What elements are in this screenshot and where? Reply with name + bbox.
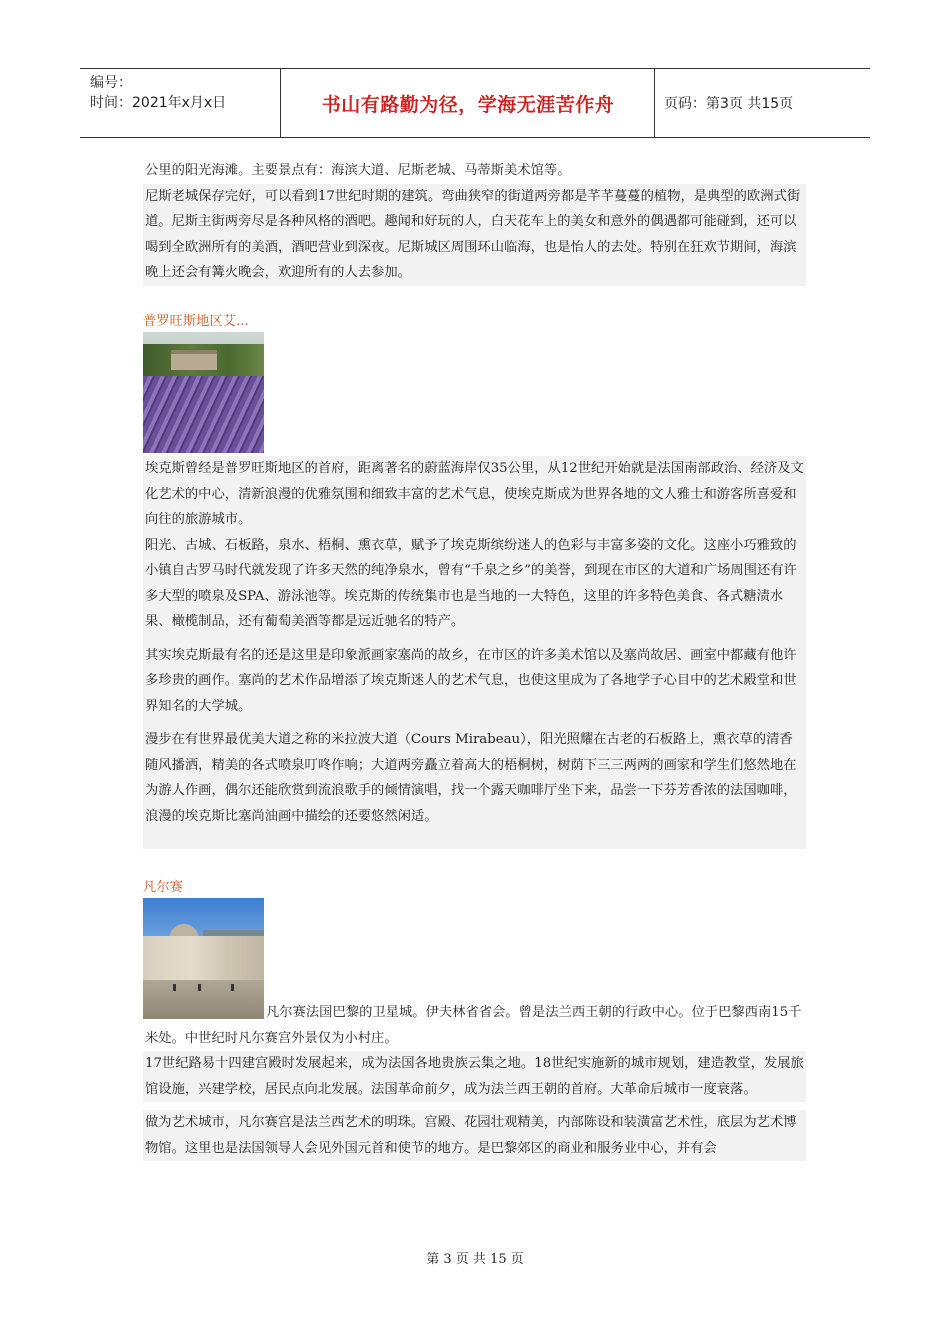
paragraph: 17世纪路易十四建宫殿时发展起来，成为法国各地贵族云集之地。18世纪实施新的城市规划，建造教堂，发展旅馆设施，兴建学校，居民点向北发展。法国革命前夕，成为法兰西王朝的首府。大革命后城市一度衰落。 <box>143 1051 806 1102</box>
paragraph: 埃克斯曾经是普罗旺斯地区的首府，距离著名的蔚蓝海岸仅35公里，从12世纪开始就是法国南部政治、经济及文化艺术的中心，清新浪漫的优雅氛围和细致丰富的艺术气息，使埃克斯成为世界各地的文人雅士和游客所喜爱和向往的旅游城市。 <box>145 461 804 527</box>
header-divider <box>280 69 281 137</box>
section-nice <box>143 158 806 286</box>
page-footer: 第 3 页 共 15 页 <box>426 1252 524 1267</box>
paragraph: 阳光、古城、石板路，泉水、梧桐、熏衣草，赋予了埃克斯缤纷迷人的色彩与丰富多姿的文化。这座小巧雅致的小镇自古罗马时代就发现了许多天然的纯净泉水，曾有“千泉之乡”的美誉，到现在市区的大道和广场周围还有许多大型的喷泉及SPA、游泳池等。埃克斯的传统集市也是当地的一大特色，这里的许多特色美食、各式糖渍水果、橄榄制品，还有葡萄美酒等都是远近驰名的特产。 <box>145 537 797 629</box>
paragraph: 漫步在有世界最优美大道之称的米拉波大道（Cours Mirabeau），阳光照耀在古老的石板路上，熏衣草的清香随风播洒，精美的各式喷泉叮咚作响；大道两旁矗立着高大的梧桐树，树荫下三三两两的画家和学生们悠然地在为游人作画，偶尔还能欣赏到流浪歌手的倾情演唱，找一个露天咖啡厅坐下来，品尝一下芬芳香浓的法国咖啡，浪漫的埃克斯比塞尚油画中描绘的还要悠然闲适。 <box>145 732 797 824</box>
section-versailles-heading <box>143 876 806 895</box>
paragraph: 凡尔赛法国巴黎的卫星城。伊夫林省省会。曾是法兰西王朝的行政中心。位于巴黎西南15千米处。中世纪时凡尔赛宫外景仅为小村庄。 <box>145 1005 802 1046</box>
paragraph: 尼斯老城保存完好，可以看到17世纪时期的建筑。弯曲狭窄的街道两旁都是芊芊蔓蔓的植物，是典型的欧洲式街道。尼斯主街两旁尽是各种风格的酒吧。趣闻和好玩的人，白天花车上的美女和意外的偶遇都可能碰到，还可以喝到全欧洲所有的美酒，酒吧营业到深夜。尼斯城区周围环山临海，也是怡人的去处。特别在狂欢节期间，海滨晚上还会有篝火晚会，欢迎所有的人去参加。 <box>143 184 806 286</box>
paragraph: 做为艺术城市，凡尔赛宫是法兰西艺术的明珠。宫殿、花园壮观精美，内部陈设和装潢富艺术性，底层为艺术博物馆。这里也是法国领导人会见外国元首和使节的地方。是巴黎郊区的商业和服务业中心，并有会 <box>143 1110 806 1161</box>
header-divider <box>654 69 655 137</box>
section-aix-heading <box>143 310 806 329</box>
document-header <box>80 68 870 138</box>
section-aix <box>143 456 806 849</box>
section-versailles <box>143 1000 806 1161</box>
page-label: 页码：第3页 共15页 <box>664 96 794 112</box>
number-label: 编号： <box>90 75 132 91</box>
motto: 书山有路勤为径，学海无涯苦作舟 <box>321 93 615 116</box>
time-label: 时间：2021年x月x日 <box>90 95 227 111</box>
section-heading[interactable]: 普罗旺斯地区艾... <box>143 314 249 329</box>
section-heading[interactable]: 凡尔赛 <box>143 880 183 895</box>
paragraph: 其实埃克斯最有名的还是这里是印象派画家塞尚的故乡，在市区的许多美术馆以及塞尚故居、画室中都藏有他许多珍贵的画作。塞尚的艺术作品增添了埃克斯迷人的艺术气息，也使这里成为了各地学子心目中的艺术殿堂和世界知名的大学城。 <box>145 647 797 714</box>
lavender-field-photo <box>143 332 264 453</box>
header-meta <box>90 73 226 113</box>
paragraph: 公里的阳光海滩。主要景点有：海滨大道、尼斯老城、马蒂斯美术馆等。 <box>145 163 571 178</box>
